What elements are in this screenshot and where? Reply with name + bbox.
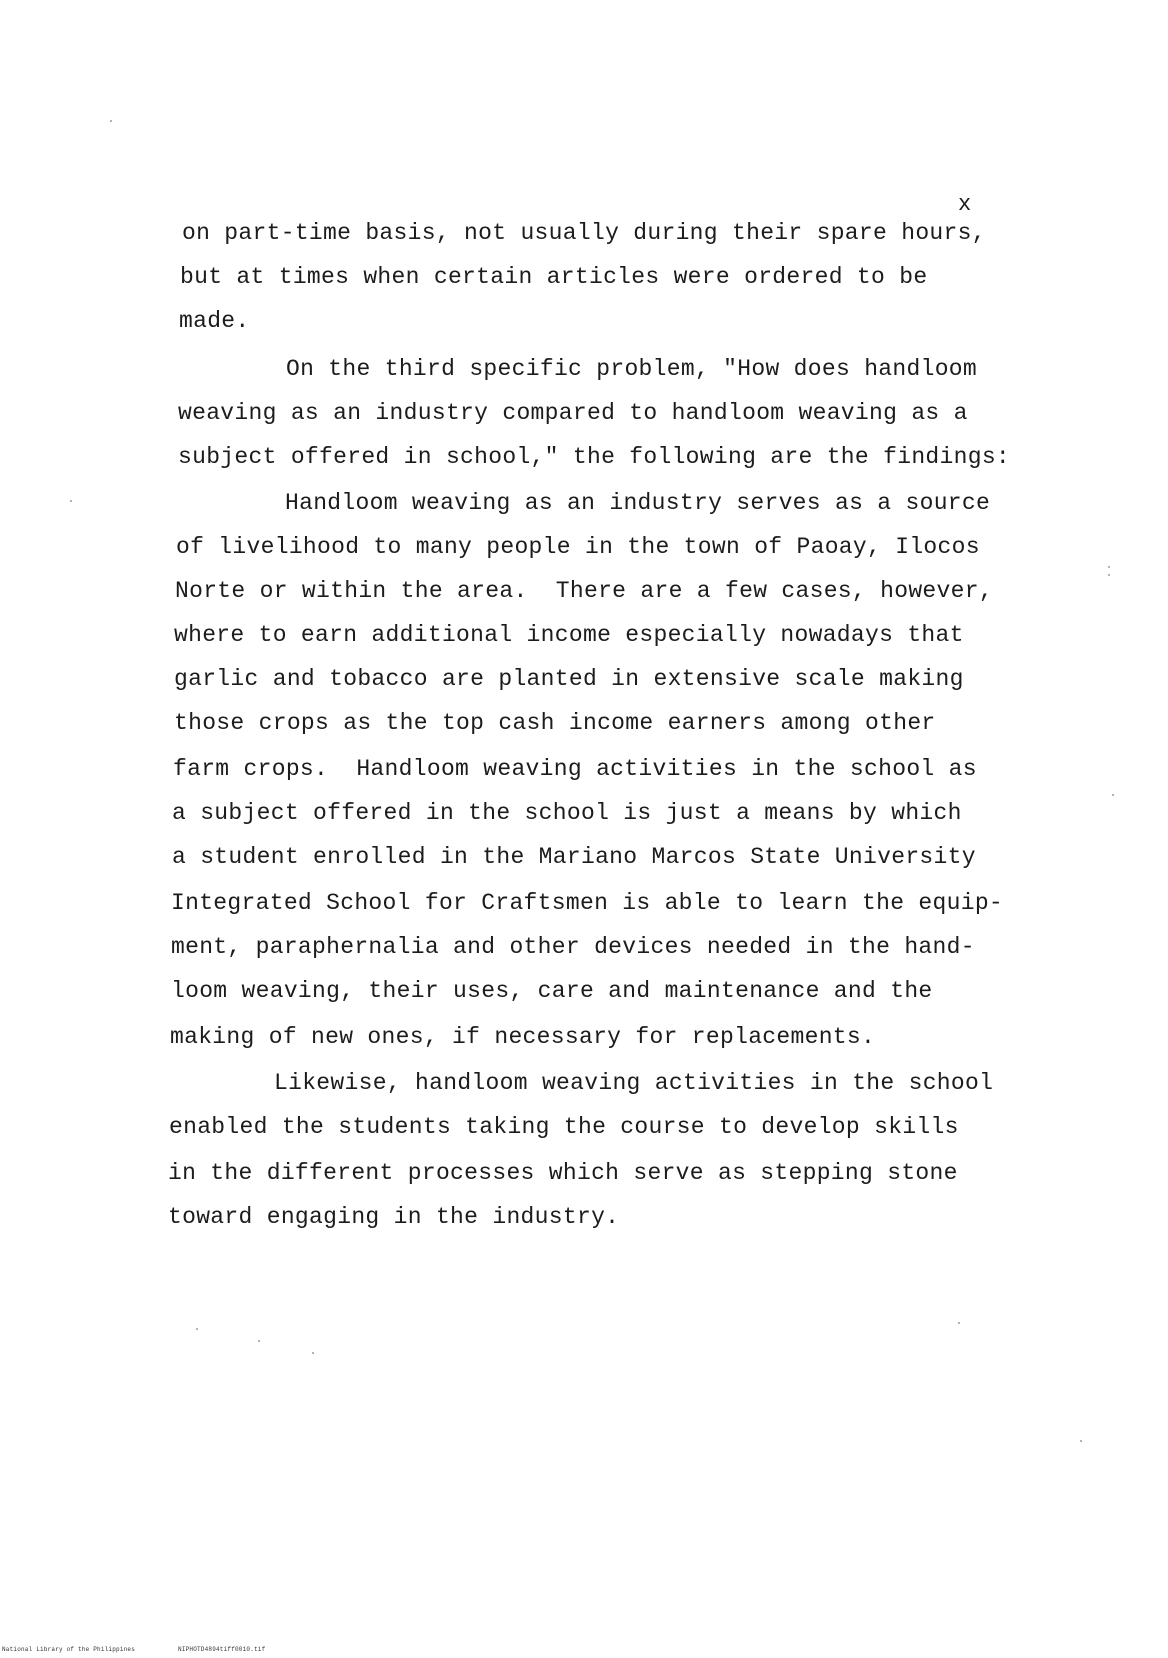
scan-speck: [258, 1340, 260, 1342]
scan-speck: [312, 1352, 314, 1354]
text-line: Integrated School for Craftsmen is able to learn the equip-: [171, 890, 1004, 916]
scan-speck: [110, 120, 112, 122]
text-line: where to earn additional income especially nowadays that: [174, 622, 964, 648]
text-line: farm crops. Handloom weaving activities in the school as: [173, 756, 977, 782]
scan-speck: [1112, 794, 1114, 796]
text-line: weaving as an industry compared to handloom weaving as a: [178, 400, 968, 426]
text-line: those crops as the top cash income earners among other: [174, 710, 936, 736]
text-line: made.: [179, 308, 250, 334]
text-line: subject offered in school," the following are the findings:: [178, 444, 1011, 470]
text-line: garlic and tobacco are planted in extensive scale making: [174, 666, 964, 692]
text-line: making of new ones, if necessary for replacements.: [170, 1024, 876, 1050]
scan-speck: [1108, 566, 1110, 568]
scan-speck: [1080, 1440, 1082, 1442]
text-line: Norte or within the area. There are a few cases, however,: [175, 578, 993, 604]
scan-speck: [196, 1328, 198, 1330]
text-line: toward engaging in the industry.: [168, 1204, 620, 1230]
text-line: a subject offered in the school is just a means by which: [172, 800, 962, 826]
text-line: on part-time basis, not usually during their spare hours,: [182, 220, 986, 246]
page-number: x: [958, 192, 972, 217]
text-line: On the third specific problem, "How does handloom: [286, 356, 978, 382]
scan-speck: [70, 500, 72, 502]
footer-library: National Library of the Philippines: [2, 1646, 136, 1653]
text-line: a student enrolled in the Mariano Marcos State University: [172, 844, 976, 870]
text-line: ment, paraphernalia and other devices needed in the hand-: [171, 934, 975, 960]
text-line: of livelihood to many people in the town of Paoay, Ilocos: [176, 534, 980, 560]
text-line: loom weaving, their uses, care and maintenance and the: [171, 978, 933, 1004]
text-line: Likewise, handloom weaving activities in the school: [274, 1070, 994, 1096]
text-line: in the different processes which serve as stepping stone: [168, 1160, 958, 1186]
footer-filename: NIPHOTD4894tiff0010.tif: [178, 1646, 266, 1653]
text-line: but at times when certain articles were ordered to be: [180, 264, 928, 290]
scan-speck: [958, 1322, 960, 1324]
text-line: enabled the students taking the course to develop skills: [169, 1114, 959, 1140]
text-line: Handloom weaving as an industry serves as a source: [285, 490, 991, 516]
scan-speck: [1108, 574, 1110, 576]
